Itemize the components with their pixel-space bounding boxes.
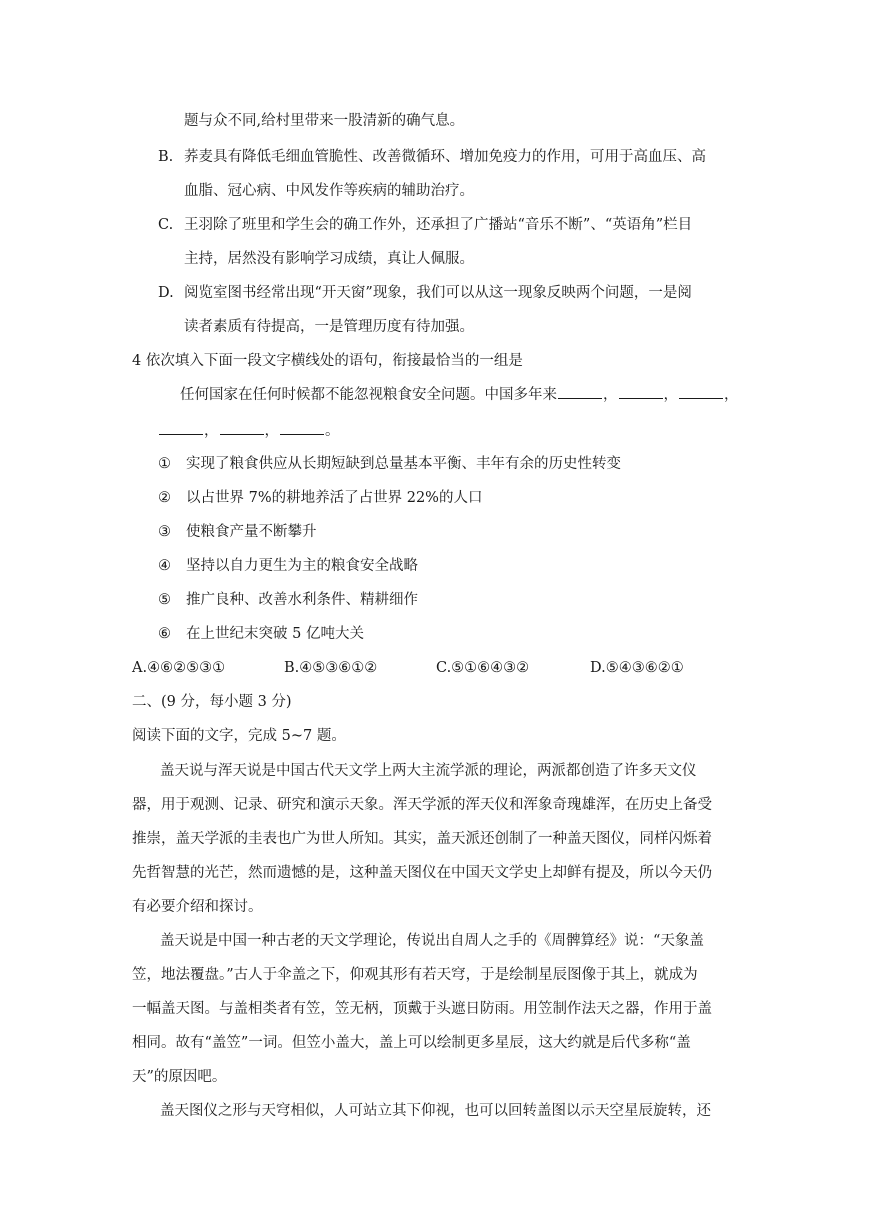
q4-item-4	[158, 555, 418, 577]
item-text: 在上世纪末突破 5 亿吨大关	[186, 626, 364, 642]
item-number: ①	[158, 456, 171, 472]
item-text: 实现了粮食供应从长期短缺到总量基本平衡、丰年有余的历史性转变	[186, 456, 621, 472]
q4-passage-line1	[180, 384, 739, 406]
para1-line5: 有必要介绍和探讨。	[132, 899, 263, 915]
q3-option-d-line1	[158, 282, 692, 304]
q4-item-6	[158, 623, 364, 645]
item-text: 使粮食产量不断攀升	[186, 524, 317, 540]
item-number: ④	[158, 558, 171, 574]
item-number: ⑤	[158, 592, 171, 608]
q4-item-3	[158, 521, 317, 543]
item-number: ②	[158, 490, 171, 506]
q3-option-c-line1	[158, 214, 692, 236]
q3-option-d-line2: 读者素质有待提高，一是管理历度有待加强。	[184, 319, 474, 335]
comma: ，	[264, 423, 279, 439]
option-text: 王羽除了班里和学生会的确工作外，还承担了广播站“音乐不断”、“英语角”栏目	[184, 217, 693, 233]
q3-option-c-line2: 主持，居然没有影响学习成绩，真让人佩服。	[184, 251, 474, 267]
q4-item-5	[158, 589, 418, 611]
comma: ，	[724, 387, 739, 403]
para2-line5: 天”的原因吧。	[132, 1069, 227, 1085]
answer-blank	[280, 420, 324, 435]
q4-answer-d: D.⑤④③⑥②①	[590, 660, 684, 676]
answer-blank	[220, 420, 264, 435]
para3-line1: 盖天图仪之形与天穹相似，人可站立其下仰视，也可以回转盖图以示天空星辰旋转，还	[160, 1103, 711, 1119]
q4-item-1	[158, 453, 621, 475]
passage-text: 任何国家在任何时候都不能忽视粮食安全问题。中国多年来	[180, 387, 557, 403]
q4-answer-b: B.④⑤③⑥①②	[284, 660, 378, 676]
q3-option-a-continuation: 题与众不同,给村里带来一股清新的确气息。	[184, 113, 465, 129]
para1-line2: 器，用于观测、记录、研究和演示天象。浑天学派的浑天仪和浑象奇瑰雄浑，在历史上备受	[132, 797, 712, 813]
comma: ，	[204, 423, 219, 439]
answer-blank	[558, 384, 602, 399]
answer-blank	[159, 420, 203, 435]
item-text: 以占世界 7%的耕地养活了占世界 22%的人口	[186, 490, 483, 506]
para1-line3: 推崇，盖天学派的圭表也广为世人所知。其实，盖天派还创制了一种盖天图仪，同样闪烁着	[132, 831, 712, 847]
comma: ，	[603, 387, 618, 403]
para2-line1: 盖天说是中国一种古老的天文学理论，传说出自周人之手的《周髀算经》说：“天象盖	[160, 933, 704, 949]
para1-line1: 盖天说与浑天说是中国古代天文学上两大主流学派的理论，两派都创造了许多天文仪	[160, 763, 697, 779]
option-letter: C.	[158, 217, 174, 233]
q4-passage-line2	[158, 420, 340, 442]
option-letter: D.	[158, 285, 174, 301]
item-text: 坚持以自力更生为主的粮食安全战略	[186, 558, 418, 574]
q4-item-2	[158, 487, 482, 509]
q3-option-b-line1	[158, 146, 706, 168]
q4-answer-c: C.⑤①⑥④③②	[436, 660, 530, 676]
option-letter: B.	[158, 149, 174, 165]
answer-blank	[619, 384, 663, 399]
q4-stem: 4 依次填入下面一段文字横线处的语句，衔接最恰当的一组是	[132, 353, 523, 369]
para1-line4: 先哲智慧的光芒，然而遗憾的是，这种盖天图仪在中国天文学史上却鲜有提及，所以今天仍	[132, 865, 712, 881]
q4-answer-a: A.④⑥②⑤③①	[132, 660, 226, 676]
item-number: ③	[158, 524, 171, 540]
q3-option-b-line2: 血脂、冠心病、中风发作等疾病的辅助治疗。	[184, 183, 474, 199]
option-text: 阅览室图书经常出现“开天窗”现象，我们可以从这一现象反映两个问题，一是阅	[184, 285, 692, 301]
section-instruction: 阅读下面的文字，完成 5~7 题。	[132, 728, 346, 744]
para2-line2: 笠，地法覆盘。”古人于伞盖之下，仰观其形有若天穹，于是绘制星辰图像于其上，就成为	[132, 967, 698, 983]
comma: ，	[663, 387, 678, 403]
item-text: 推广良种、改善水利条件、精耕细作	[186, 592, 418, 608]
section-heading: 二、(9 分，每小题 3 分)	[132, 694, 292, 710]
item-number: ⑥	[158, 626, 171, 642]
answer-blank	[679, 384, 723, 399]
para2-line4: 相同。故有“盖笠”一词。但笠小盖大，盖上可以绘制更多星辰，这大约就是后代多称“盖	[132, 1035, 691, 1051]
period: 。	[325, 423, 340, 439]
para2-line3: 一幅盖天图。与盖相类者有笠，笠无柄，顶戴于头遮日防雨。用笠制作法天之器，作用于盖	[132, 1001, 712, 1017]
option-text: 荞麦具有降低毛细血管脆性、改善微循环、增加免疫力的作用，可用于高血压、高	[184, 149, 706, 165]
